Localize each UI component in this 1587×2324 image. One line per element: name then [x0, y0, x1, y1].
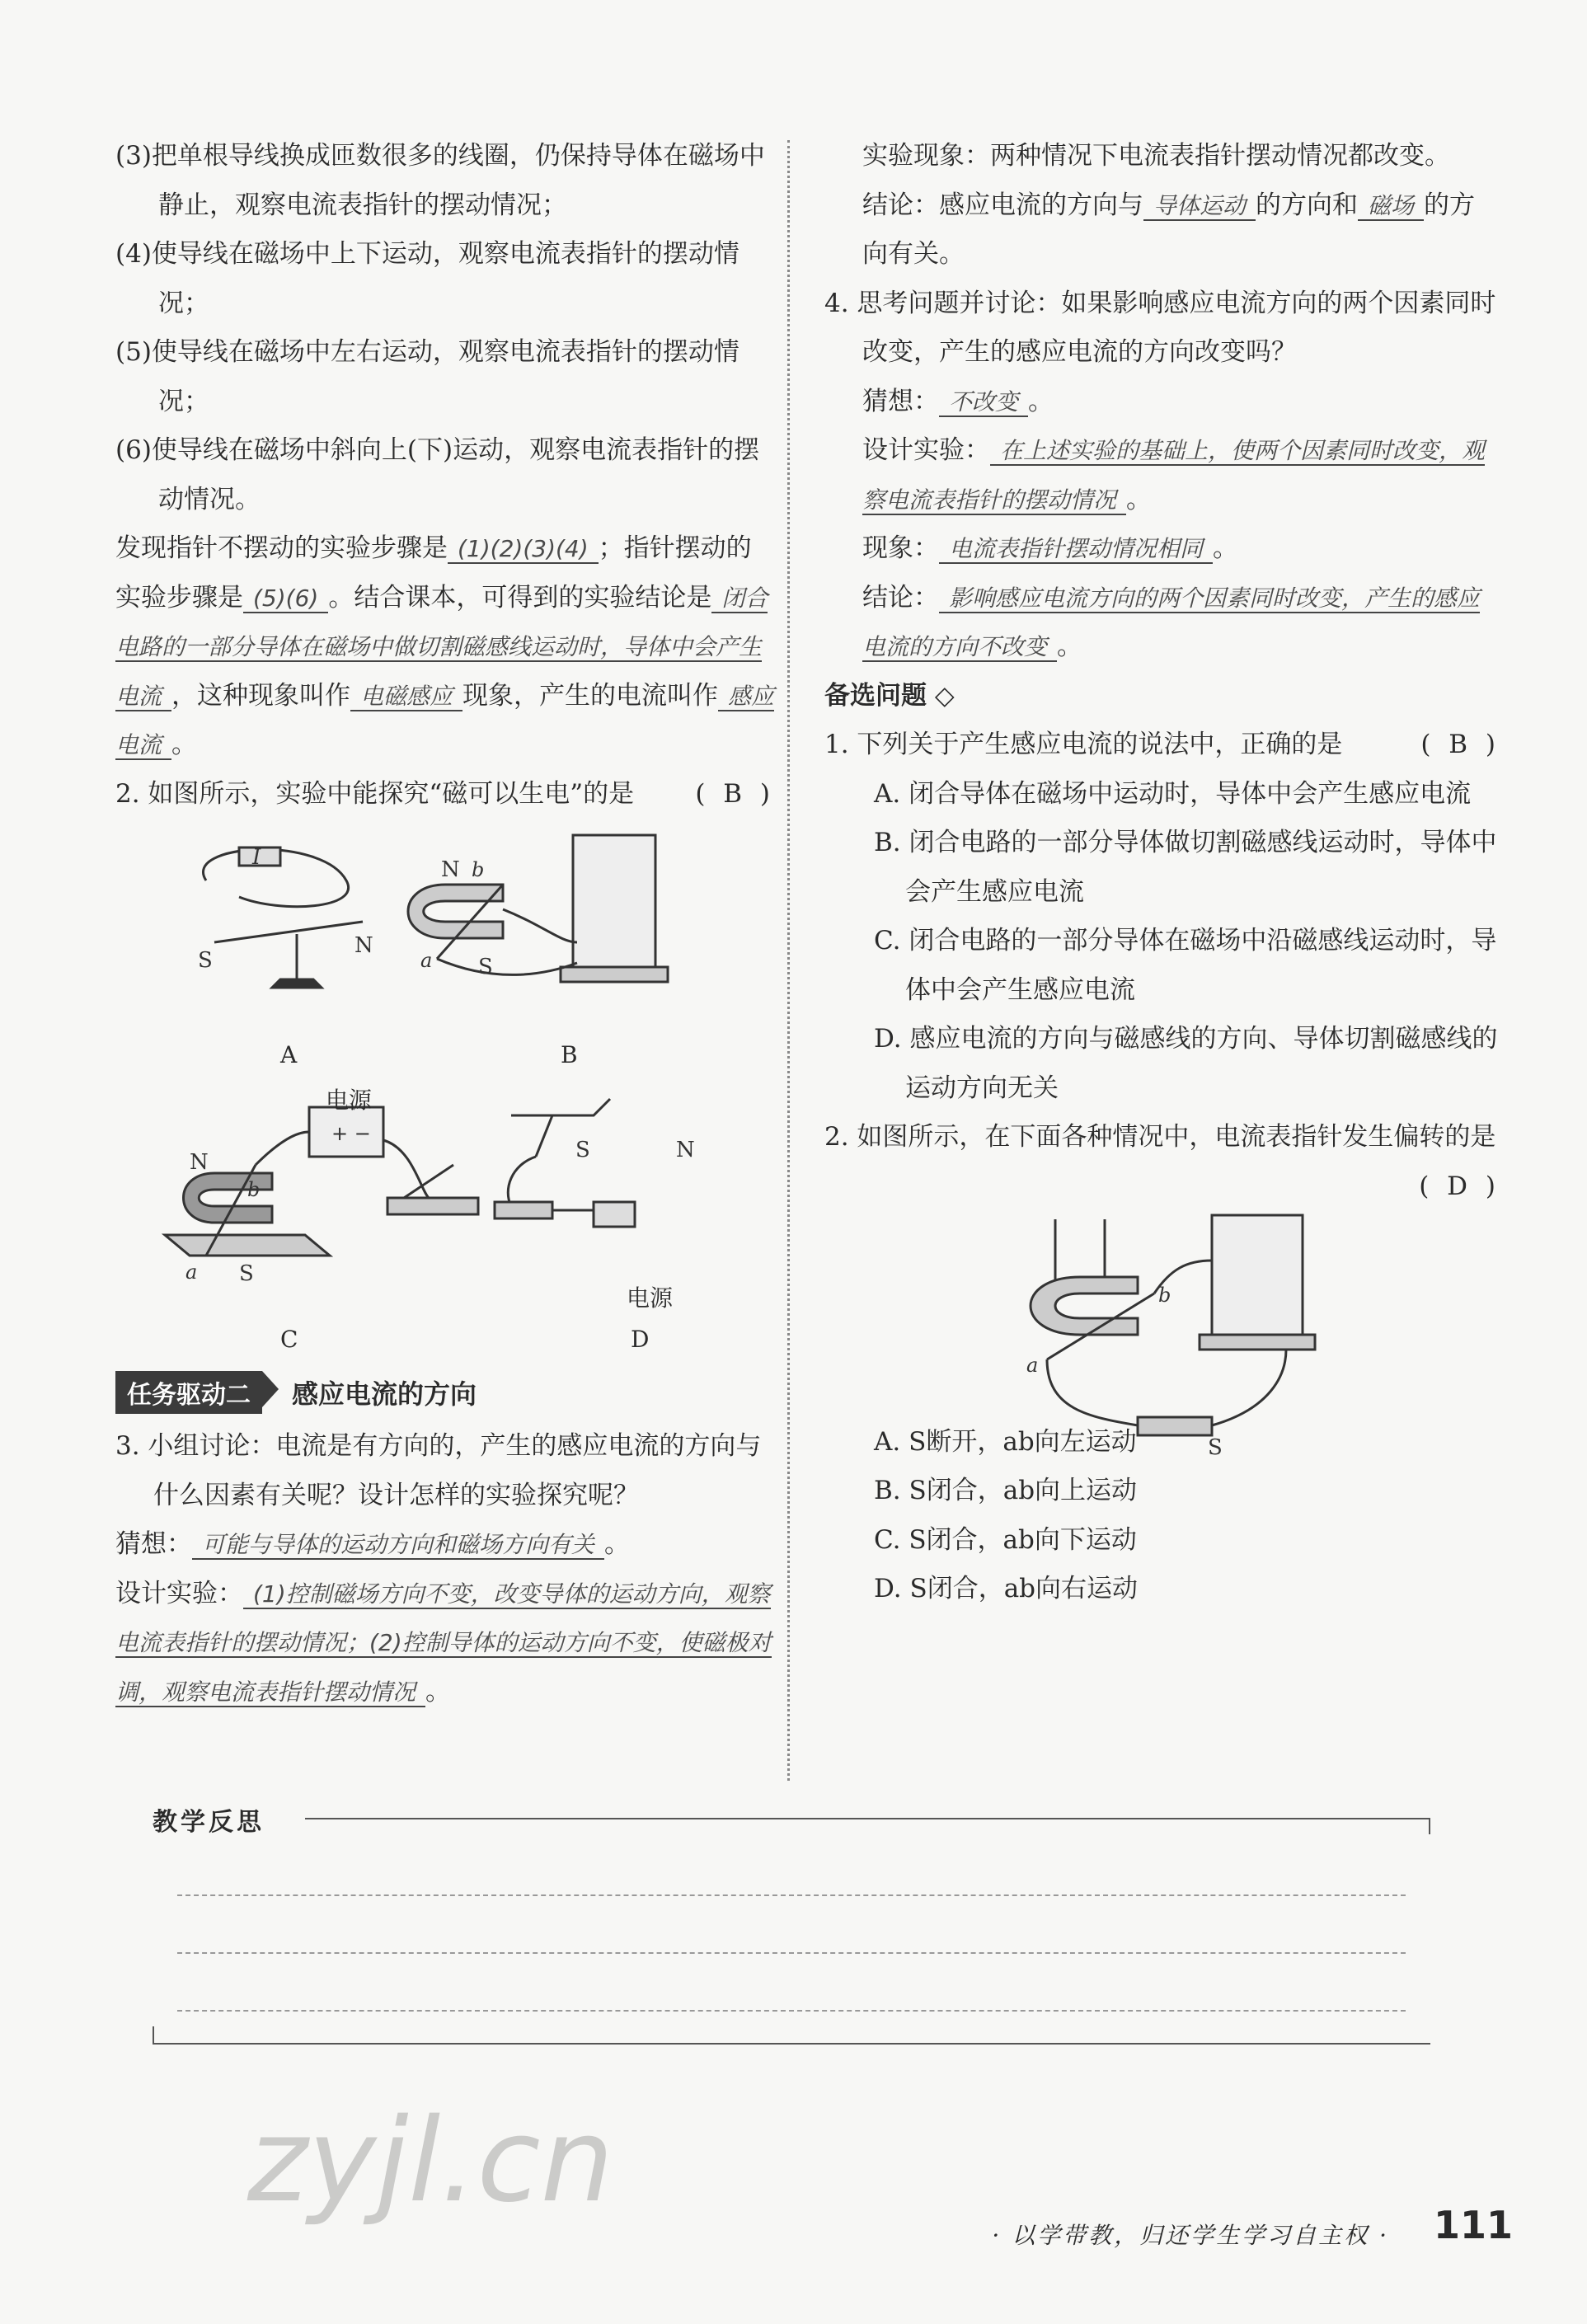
option-d: D. 感应电流的方向与磁感线的方向、导体切割磁感线的运动方向无关	[874, 1024, 1498, 1103]
writing-line	[177, 1894, 1406, 1896]
column-divider	[787, 140, 790, 1781]
diagram-q2	[824, 1211, 1500, 1467]
writing-line	[177, 2010, 1406, 2012]
option-b: B. S闭合，ab向上运动	[874, 1476, 1138, 1505]
figures-ab	[115, 819, 775, 1091]
svg-text:S: S	[239, 1261, 254, 1286]
option-d: D. S闭合，ab向右运动	[874, 1574, 1139, 1603]
option-a: A. S断开，ab向左运动	[874, 1426, 1137, 1457]
q4-phenomenon: 现象： 电流表指针摆动情况相同 。	[862, 533, 1239, 563]
step-6: (6)使导线在磁场中斜向上(下)运动，观察电流表指针的摆动情况。	[115, 435, 760, 514]
diagram-ab	[115, 819, 775, 1066]
question-3: 3. 小组讨论：电流是有方向的，产生的感应电流的方向与什么因素有关呢？设计怎样的实验探究呢？	[115, 1431, 762, 1510]
answer-blank: 导体运动	[1143, 192, 1256, 221]
answer-blank: 在上述实验的基础上，使两个因素同时改变，观察电流表指针的摆动情况	[862, 437, 1486, 514]
diamond-icon: ◇	[934, 680, 955, 711]
answer-blank: 电流表指针摆动情况相同	[939, 535, 1213, 564]
svg-text:S: S	[478, 955, 493, 979]
option-a: A. 闭合导体在磁场中运动时，导体中会产生感应电流	[874, 778, 1472, 809]
task-banner-label: 任务驱动二	[115, 1371, 262, 1414]
answer-choice: ( B )	[1420, 730, 1500, 759]
svg-text:b: b	[472, 858, 485, 881]
answer-blank: 闭合电路的一部分导体在磁场中做切割磁感线运动时，导体中会产生电流	[115, 584, 768, 710]
svg-text:a: a	[185, 1261, 198, 1284]
figures-cd	[115, 1087, 775, 1363]
answer-blank: 不改变	[939, 388, 1028, 417]
option-c: C. S闭合，ab向下运动	[874, 1524, 1137, 1555]
answer-choice: ( B )	[695, 778, 775, 809]
svg-text:S: S	[575, 1138, 590, 1162]
option-c: C. 闭合电路的一部分导体在磁场中沿磁感线运动时，导体中会产生感应电流	[874, 926, 1497, 1005]
step-5: (5)使导线在磁场中左右运动，观察电流表指针的摆动情况；	[115, 337, 740, 416]
task-banner-title: 感应电流的方向	[292, 1378, 477, 1410]
writing-line	[177, 1952, 1406, 1954]
reflection-top-rule	[305, 1818, 1430, 1819]
answer-blank: 可能与导体的运动方向和磁场方向有关	[192, 1531, 604, 1560]
question-2: 2. 如图所示，实验中能探究“磁可以生电”的是 ( B )	[115, 770, 775, 819]
figure-label-d: D	[631, 1326, 650, 1353]
extra-question-2: 2. 如图所示，在下面各种情况中，电流表指针发生偏转的是 ( D )	[824, 1113, 1500, 1162]
svg-text:N: N	[676, 1138, 695, 1162]
svg-text:I: I	[252, 845, 261, 870]
svg-text:S: S	[1208, 1435, 1223, 1460]
right-column	[824, 132, 1500, 1614]
q4-guess: 猜想： 不改变 。	[862, 386, 1054, 416]
answer-blank: 磁场	[1358, 192, 1424, 221]
step-3: (3)把单根导线换成匝数很多的线圈，仍保持导体在磁场中静止，观察电流表指针的摆动情况；	[115, 141, 765, 220]
answer-choice: ( D )	[1419, 1171, 1500, 1201]
reflection-bottom-rule	[153, 2043, 1430, 2045]
diagram-cd	[115, 1091, 775, 1338]
finding-paragraph: 发现指针不摆动的实验步骤是 (1)(2)(3)(4) ；指针摆动的实验步骤是 (5)(6) 。结合课本，可得到的实验结论是 闭合电路的一部分导体在磁场中做切割磁感线运动时，导体中会产生电流 ，这种现象叫作 电磁感应 现象，产生的电流叫作 感应电流 。	[115, 533, 775, 759]
answer-blank: 电磁感应	[350, 683, 462, 711]
conclusion-line: 结论：感应电流的方向与 导体运动 的方向和 磁场 的方向有关。	[862, 190, 1476, 269]
q4-conclusion: 结论： 影响感应电流方向的两个因素同时改变，产生的感应电流的方向不改变 。	[862, 582, 1481, 661]
svg-text:b: b	[247, 1178, 261, 1201]
answer-blank: (1)控制磁场方向不变，改变导体的运动方向，观察电流表指针的摆动情况；(2)控制导体的运动方向不变，使磁极对调，观察电流表指针摆动情况	[115, 1580, 772, 1706]
footer-slogan: · 以学带教，归还学生学习自主权 ·	[992, 2222, 1389, 2249]
option-b: B. 闭合电路的一部分导体做切割磁感线运动时，导体中会产生感应电流	[874, 828, 1497, 907]
figure-label-a: A	[280, 1041, 298, 1068]
svg-text:S: S	[198, 948, 213, 973]
watermark: zyjl.cn	[247, 2094, 614, 2228]
reflection-left-edge	[153, 2026, 154, 2043]
reflection-title: 教学反思	[153, 1808, 265, 1837]
answer-blank: (5)(6)	[243, 585, 328, 613]
power-label-c: 电源	[326, 1087, 373, 1114]
step-4: (4)使导线在磁场中上下运动，观察电流表指针的摆动情况；	[115, 239, 740, 318]
figure-label-c: C	[280, 1326, 298, 1353]
svg-text:a: a	[1026, 1354, 1039, 1377]
task-banner	[115, 1371, 775, 1414]
extra-question-1: 1. 下列关于产生感应电流的说法中，正确的是 ( B )	[824, 721, 1500, 770]
reflection-right-edge	[1429, 1818, 1430, 1834]
answer-blank: 影响感应电流方向的两个因素同时改变，产生的感应电流的方向不改变	[862, 584, 1481, 660]
svg-text:a: a	[420, 949, 433, 972]
svg-text:N: N	[190, 1150, 209, 1175]
experiment-phenomenon: 实验现象：两种情况下电流表指针摆动情况都改变。	[862, 141, 1450, 171]
svg-text:N: N	[354, 933, 373, 958]
design-line: 设计实验： (1)控制磁场方向不变，改变导体的运动方向，观察电流表指针的摆动情况；(2)控制导体的运动方向不变，使磁极对调，观察电流表指针摆动情况 。	[115, 1578, 772, 1707]
teaching-reflection	[153, 1801, 1430, 1838]
answer-blank: 感应电流	[115, 682, 775, 758]
svg-text:N: N	[441, 857, 460, 882]
guess-line: 猜想： 可能与导体的运动方向和磁场方向有关 。	[115, 1529, 631, 1559]
svg-text:b: b	[1158, 1284, 1171, 1307]
question-4: 4. 思考问题并讨论：如果影响感应电流方向的两个因素同时改变，产生的感应电流的方向改变吗？	[824, 288, 1496, 367]
answer-blank: (1)(2)(3)(4)	[448, 535, 599, 564]
left-column	[115, 132, 775, 1716]
svg-text:+ −: + −	[331, 1122, 371, 1145]
extra-section-title: 备选问题 ◇	[824, 680, 955, 711]
power-label-d: 电源	[627, 1284, 674, 1312]
page-number: 111	[1433, 2203, 1513, 2247]
figure-label-b: B	[561, 1041, 578, 1068]
q4-design: 设计实验： 在上述实验的基础上，使两个因素同时改变，观察电流表指针的摆动情况 。	[862, 435, 1486, 514]
